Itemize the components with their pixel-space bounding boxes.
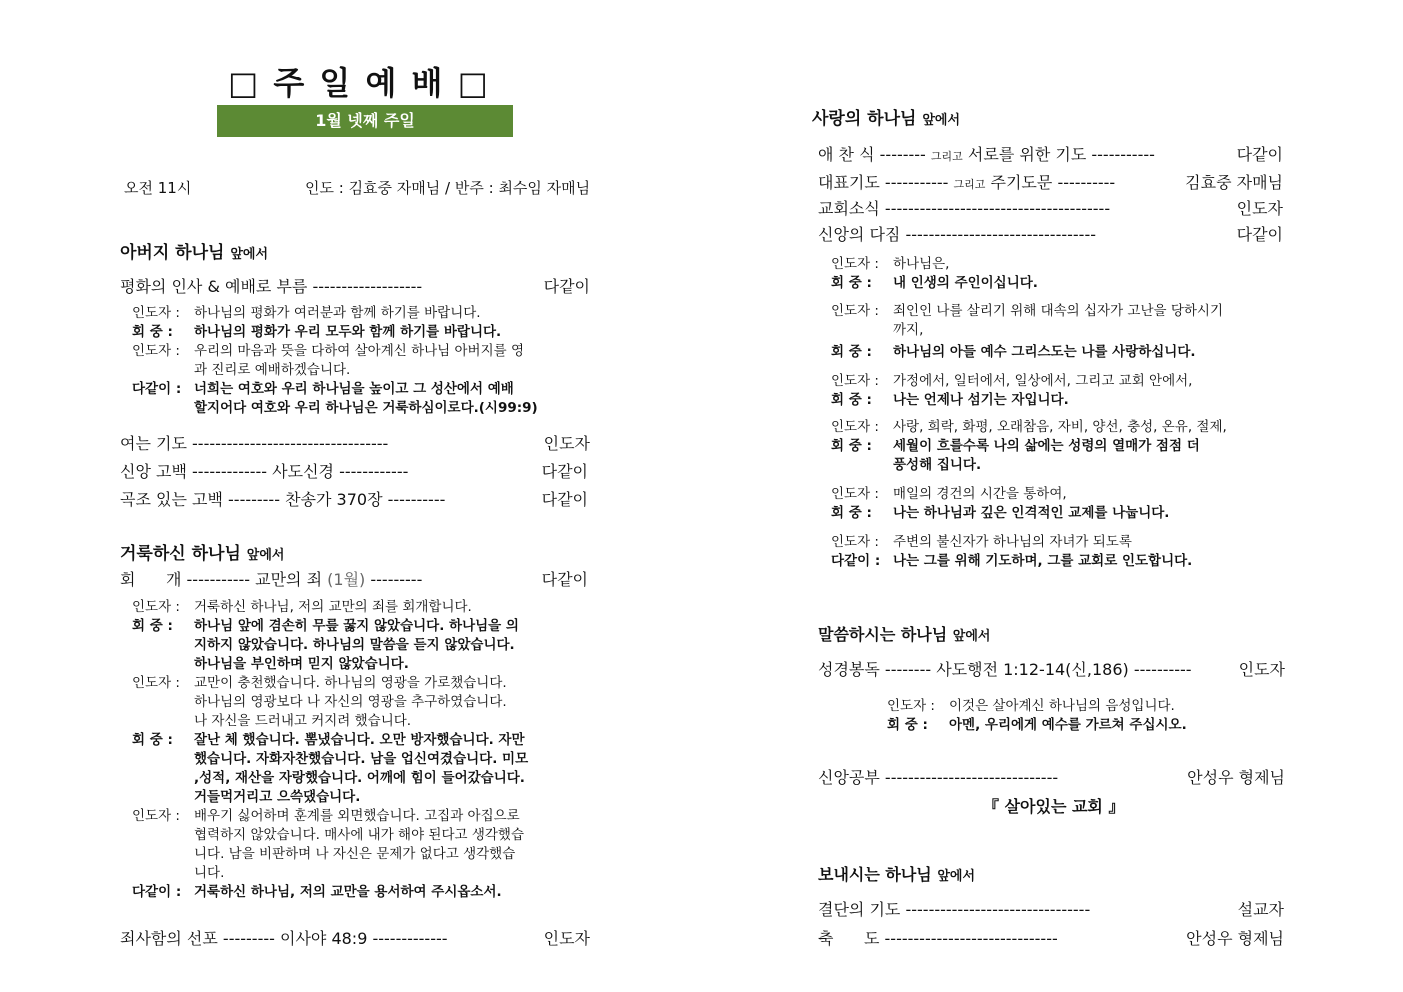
order-who: 다같이 (541, 490, 588, 509)
order-middle: 서로를 위한 기도 (967, 145, 1087, 164)
order-dashes: ------------ (339, 462, 409, 481)
order-dashes: -------------------------------- (905, 900, 1091, 919)
speaker: 인도자 : (831, 373, 879, 389)
line-text: 하나님의 아들 예수 그리스도는 나를 사랑하십니다. (893, 344, 1196, 360)
speaker: 다같이 : (132, 381, 182, 397)
line-text: 나는 그를 위해 기도하며, 그를 교회로 인도합니다. (893, 553, 1193, 569)
order-opening-prayer (120, 431, 590, 454)
line-text: 배우기 싫어하며 훈계를 외면했습니다. 고집과 아집으로 (194, 808, 520, 824)
order-love-feast (818, 142, 1283, 165)
line-text: 협력하지 않았습니다. 매사에 내가 해야 된다고 생각했습 (194, 827, 524, 843)
speaker: 회 중 : (132, 618, 173, 634)
line-text: 하나님을 부인하며 믿지 않았습니다. (194, 656, 409, 672)
section-heading-word (818, 622, 990, 645)
line-text: 지하지 않았습니다. 하나님의 말씀을 듣지 않았습니다. (194, 637, 515, 653)
order-dashes: ---------------------------------- (192, 434, 389, 453)
order-dashes: -------- (884, 660, 932, 679)
section-heading-father (120, 238, 268, 263)
order-dashes: --------------------------------- (905, 225, 1096, 244)
order-name: 평화의 인사 & 예배로 부름 (120, 277, 308, 296)
line-text: 교만이 충천했습니다. 하나님의 영광을 가로챘습니다. (194, 675, 507, 691)
page-title: □ 주 일 예 배 □ (228, 64, 490, 102)
order-name: 여는 기도 (120, 434, 187, 453)
service-time: 오전 11시 (124, 179, 192, 197)
study-title: 『 살아있는 교회 』 (983, 797, 1125, 816)
pledge-responsive-reading (831, 255, 1227, 571)
speaker: 회 중 : (831, 505, 872, 521)
line-text: 거룩하신 하나님, 저의 교만의 죄를 회개합니다. (194, 599, 472, 615)
order-who: 인도자 (1236, 199, 1283, 218)
line-text: 잘난 체 했습니다. 뽐냈습니다. 오만 방자했습니다. 자만 (194, 732, 525, 748)
line-text: 할지어다 여호와 우리 하나님은 거룩하심이로다.(시99:9) (194, 400, 538, 416)
scripture-responsive-reading (887, 697, 1187, 735)
line-text: 나는 하나님과 깊은 인격적인 교제를 나눕니다. (893, 505, 1170, 521)
service-leaders: 인도 : 김효중 자매님 / 반주 : 최수임 자매님 (305, 179, 591, 197)
order-name: 성경봉독 (818, 660, 880, 679)
order-who: 안성우 형제님 (1187, 768, 1285, 787)
section-suffix: 앞에서 (937, 869, 976, 884)
order-name: 신앙의 다짐 (818, 225, 901, 244)
order-dashes: ---------- (1057, 173, 1116, 192)
line-text: 니다. (194, 865, 225, 881)
line-text: 까지, (893, 322, 924, 338)
order-who: 인도자 (543, 929, 590, 948)
speaker: 인도자 : (132, 808, 180, 824)
order-name: 애 찬 식 (818, 145, 875, 164)
line-text: 하나님은, (893, 256, 950, 272)
section-title: 사랑의 하나님 (812, 109, 917, 129)
order-who: 다같이 (1236, 225, 1283, 244)
speaker: 인도자 : (831, 256, 879, 272)
section-heading-love (812, 104, 960, 129)
order-who: 인도자 (543, 434, 590, 453)
line-text: ,성적, 재산을 자랑했습니다. 어깨에 힘이 들어갔습니다. (194, 770, 525, 786)
speaker: 회 중 : (132, 324, 173, 340)
section-title: 거룩하신 하나님 (120, 544, 241, 564)
order-dashes: ---------- (1133, 660, 1192, 679)
speaker: 인도자 : (132, 599, 180, 615)
order-dashes: ---------- (387, 490, 446, 509)
line-text: 내 인생의 주인이십니다. (893, 275, 1038, 291)
order-rep-prayer (818, 170, 1283, 193)
order-scripture (818, 657, 1285, 680)
order-small: 그리고 (953, 178, 986, 191)
line-text: 거들먹거리고 으쓱댔습니다. (194, 789, 361, 805)
line-text: 하나님의 평화가 여러분과 함께 하기를 바랍니다. (194, 305, 481, 321)
line-text: 했습니다. 자화자찬했습니다. 남을 업신여겼습니다. 미모 (194, 751, 529, 767)
order-dashes: -------- (879, 145, 926, 164)
speaker: 인도자 : (132, 343, 180, 359)
order-dashes: --------- (222, 929, 275, 948)
order-who: 인도자 (1238, 660, 1285, 679)
order-dashes: ------------- (372, 929, 448, 948)
order-absolution (120, 926, 590, 949)
order-dashes: ----------- (1091, 145, 1155, 164)
order-dashes: ------------------------------ (884, 768, 1059, 787)
speaker: 회 중 : (831, 275, 872, 291)
order-news (818, 196, 1283, 219)
order-name: 회 개 (120, 570, 182, 589)
line-text: 죄인인 나를 살리기 위해 대속의 십자가 고난을 당하시기 (893, 303, 1223, 319)
speaker: 인도자 : (132, 675, 180, 691)
order-dashes: ----------- (884, 173, 949, 192)
order-middle: 사도신경 (272, 462, 334, 481)
order-middle: 찬송가 370장 (285, 490, 383, 509)
order-name: 축 도 (818, 929, 880, 948)
order-dashes: --------------------------------------- (884, 199, 1111, 218)
order-who: 다같이 (543, 277, 590, 296)
order-who: 설교자 (1237, 900, 1284, 919)
repentance-responsive-reading (132, 598, 528, 902)
section-heading-send (818, 862, 975, 885)
order-middle: 사도행전 1:12-14(신,186) (936, 660, 1129, 679)
line-text: 이것은 살아계신 하나님의 음성입니다. (949, 698, 1175, 714)
speaker: 회 중 : (831, 438, 872, 454)
line-text: 과 진리로 예배하겠습니다. (194, 362, 351, 378)
order-middle: 주기도문 (990, 173, 1053, 192)
line-text: 나는 언제나 섬기는 자입니다. (893, 392, 1069, 408)
order-name: 신앙 고백 (120, 462, 187, 481)
line-text: 너희는 여호와 우리 하나님을 높이고 그 성산에서 예배 (194, 381, 514, 397)
line-text: 주변의 불신자가 하나님의 자녀가 되도록 (893, 534, 1132, 550)
speaker: 다같이 : (132, 884, 182, 900)
order-dashes: ------------------------------ (884, 929, 1058, 948)
order-name: 곡조 있는 고백 (120, 490, 223, 509)
order-dashes: ------------------- (312, 277, 423, 296)
speaker: 회 중 : (132, 732, 173, 748)
order-greeting (120, 274, 590, 297)
section-suffix: 앞에서 (230, 247, 269, 262)
order-pledge (818, 222, 1283, 245)
order-name: 대표기도 (818, 173, 880, 192)
order-dashes: --------- (370, 570, 423, 589)
section-suffix: 앞에서 (246, 548, 285, 563)
section-title: 보내시는 하나님 (818, 865, 932, 884)
section-heading-holy (120, 539, 284, 564)
order-repentance (120, 567, 588, 590)
order-who: 안성우 형제님 (1186, 929, 1284, 948)
line-text: 풍성해 집니다. (893, 457, 982, 473)
speaker: 회 중 : (831, 344, 872, 360)
order-name: 죄사함의 선포 (120, 929, 218, 948)
speaker: 인도자 : (887, 698, 935, 714)
speaker: 인도자 : (831, 303, 879, 319)
section-suffix: 앞에서 (952, 629, 991, 644)
line-text: 하나님 앞에 겸손히 무릎 꿇지 않았습니다. 하나님을 의 (194, 618, 519, 634)
order-middle: 이사야 48:9 (279, 929, 368, 948)
speaker: 다같이 : (831, 553, 881, 569)
order-note: (1월) (327, 570, 366, 589)
line-text: 가정에서, 일터에서, 일상에서, 그리고 교회 안에서, (893, 373, 1193, 389)
speaker: 인도자 : (132, 305, 180, 321)
greeting-responsive-reading (132, 304, 538, 418)
line-text: 우리의 마음과 뜻을 다하여 살아계신 하나님 아버지를 영 (194, 343, 524, 359)
line-text: 니다. 남을 비판하며 나 자신은 문제가 없다고 생각했습 (194, 846, 516, 862)
line-text: 매일의 경건의 시간을 통하여, (893, 486, 1067, 502)
line-text: 하나님의 평화가 우리 모두와 함께 하기를 바랍니다. (194, 324, 502, 340)
line-text: 아멘, 우리에게 예수를 가르쳐 주십시오. (949, 717, 1187, 733)
order-middle: 교만의 죄 (255, 570, 323, 589)
order-dashes: --------- (228, 490, 280, 509)
order-name: 신앙공부 (818, 768, 880, 787)
order-name: 결단의 기도 (818, 900, 901, 919)
line-text: 나 자신을 드러내고 커지려 했습니다. (194, 713, 412, 729)
section-suffix: 앞에서 (922, 113, 961, 128)
order-study (818, 765, 1285, 788)
line-text: 거룩하신 하나님, 저의 교만을 용서하여 주시옵소서. (194, 884, 502, 900)
order-who: 다같이 (1236, 145, 1283, 164)
order-dashes: ------------- (192, 462, 268, 481)
speaker: 회 중 : (831, 392, 872, 408)
line-text: 사랑, 희락, 화평, 오래참음, 자비, 양선, 충성, 온유, 절제, (893, 419, 1227, 435)
speaker: 인도자 : (831, 534, 879, 550)
order-hymn-confession (120, 487, 588, 510)
order-who: 다같이 (541, 570, 588, 589)
order-small: 그리고 (930, 150, 963, 163)
speaker: 회 중 : (887, 717, 928, 733)
week-banner: 1월 넷째 주일 (217, 105, 513, 137)
order-dashes: ----------- (186, 570, 251, 589)
order-decision-prayer (818, 897, 1284, 920)
order-benediction (818, 926, 1284, 949)
order-name: 교회소식 (818, 199, 880, 218)
line-text: 하나님의 영광보다 나 자신의 영광을 추구하였습니다. (194, 694, 507, 710)
line-text: 세월이 흐를수록 나의 삶에는 성령의 열매가 점점 더 (893, 438, 1200, 454)
order-who: 김효중 자매님 (1185, 173, 1283, 192)
section-title: 말씀하시는 하나님 (818, 625, 948, 644)
section-title: 아버지 하나님 (120, 243, 225, 263)
order-creed (120, 459, 588, 482)
order-who: 다같이 (541, 462, 588, 481)
speaker: 인도자 : (831, 419, 879, 435)
speaker: 인도자 : (831, 486, 879, 502)
